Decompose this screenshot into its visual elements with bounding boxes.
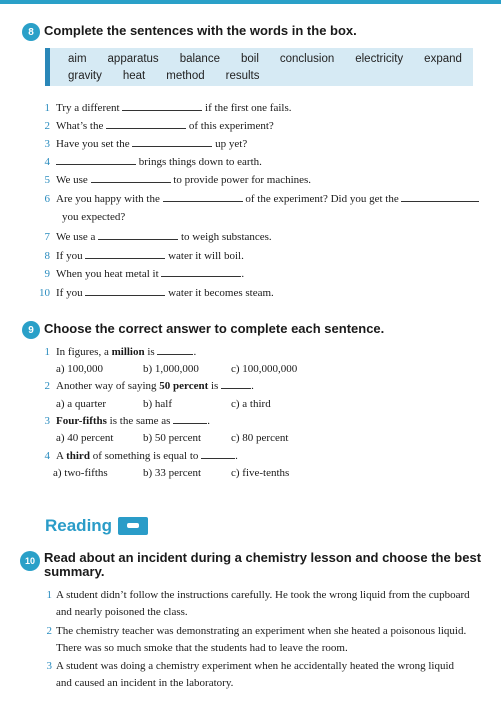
sentence-text: brings things down to earth. [138,156,262,168]
option-a[interactable]: a) 40 percent [56,432,114,444]
sentence-item [38,118,274,133]
question-item [38,378,254,393]
option-c[interactable]: c) 80 percent [231,432,289,444]
word: gravity [68,70,102,82]
sentence-item [38,285,274,300]
word-box-row [68,68,463,85]
sentence-text: Have you set the [56,138,130,150]
sentence-item [38,229,272,244]
sentence-text: of this experiment? [188,120,274,132]
item-number: 3 [44,138,50,150]
item-number: 3 [44,415,50,427]
exercise-title: Choose the correct answer to complete each sentence. [44,321,385,336]
item-number: 1 [44,102,50,114]
item-number: 2 [46,625,52,637]
summary-text: and caused an incident in the laboratory. [56,677,234,689]
sentence-item [38,154,262,169]
sentence-text: of the experiment? Did you get the [245,193,399,205]
question-text: In figures, a [56,346,112,358]
option-c[interactable]: c) five-tenths [231,467,290,479]
answer-blank[interactable] [85,248,165,259]
sentence-item [38,172,311,187]
question-text: . [193,346,197,358]
item-number: 7 [44,231,50,243]
exercise-10-header [20,551,481,579]
sentence-text: water it becomes steam. [168,287,274,299]
reading-section-heading [45,516,148,536]
question-text: of something is equal to [89,450,199,462]
option-b[interactable]: b) half [143,398,173,410]
exercise-title-line: Read about an incident during a chemistry lesson and choose the best [44,550,482,565]
exercise-title [44,551,481,579]
sentence-text: . [241,268,245,280]
word: conclusion [279,53,335,65]
answer-blank[interactable] [85,285,165,296]
answer-blank[interactable] [122,100,202,111]
sentence-continuation: you expected? [62,211,126,223]
item-number: 1 [46,589,52,601]
answer-blank[interactable] [401,191,479,202]
item-number: 2 [44,380,50,392]
option-c[interactable]: c) 100,000,000 [231,363,298,375]
answer-blank[interactable] [157,344,193,355]
item-number: 4 [44,156,50,168]
exercise-number-badge: 8 [22,23,40,41]
exercise-number-badge: 9 [22,321,40,339]
sentence-text: up yet? [215,138,248,150]
sentence-text: We use a [56,231,96,243]
exercise-title: Complete the sentences with the words in the box. [44,23,357,38]
word: heat [122,70,146,82]
word-box-row [68,51,463,68]
top-accent-bar [0,0,501,4]
question-text: . [235,450,238,462]
word: electricity [355,53,404,65]
item-number: 3 [46,660,52,672]
word: aim [68,53,87,65]
exercise-9-header [22,321,384,339]
summary-option[interactable] [42,623,482,657]
question-keyword: Four-fifths [56,415,107,427]
sentence-item [38,248,244,263]
sentence-text: to weigh substances. [180,231,272,243]
question-text: Another way of saying [56,380,160,392]
question-text: is [144,346,155,358]
summary-text: and nearly poisoned the class. [56,606,188,618]
exercise-8-header [22,23,357,41]
sentence-item [38,266,244,281]
answer-blank[interactable] [161,266,241,277]
sentence-text: water it will boil. [168,250,244,262]
answer-blank[interactable] [56,154,136,165]
item-number: 10 [39,287,50,299]
answer-blank[interactable] [173,413,207,424]
exercise-title-line: summary. [44,564,105,579]
sentence-text: Try a different [56,102,120,114]
word: method [166,70,205,82]
question-keyword: third [66,450,90,462]
question-keyword: million [111,346,145,358]
reading-heading-text: Reading [45,516,113,535]
answer-blank[interactable] [132,136,212,147]
summary-option[interactable] [42,658,482,692]
word: balance [179,53,220,65]
word-box [45,48,473,86]
word: results [225,70,260,82]
sentence-text: We use [56,174,88,186]
sentence-text: to provide power for machines. [173,174,312,186]
cd-icon [118,517,148,535]
answer-blank[interactable] [98,229,178,240]
summary-text: The chemistry teacher was demonstrating an experiment when she heated a poisonous liquid. [56,625,467,637]
sentence-text: Are you happy with the [56,193,160,205]
question-keyword: 50 percent [159,380,209,392]
question-item [38,448,238,463]
option-b[interactable]: b) 1,000,000 [143,363,199,375]
summary-option[interactable] [42,587,482,621]
question-item [38,344,196,359]
sentence-text: When you heat metal it [56,268,159,280]
item-number: 4 [44,450,50,462]
summary-text: There was so much smoke that the students had to leave the room. [56,642,348,654]
option-a[interactable]: a) a quarter [56,398,107,410]
item-number: 5 [44,174,50,186]
question-text: A [56,450,67,462]
question-text: is the same as [106,415,171,427]
sentence-text: If you [56,287,83,299]
sentence-text: if the first one fails. [205,102,292,114]
sentence-item [38,136,247,151]
option-b[interactable]: b) 33 percent [143,467,202,479]
question-item [38,413,210,428]
word: boil [240,53,259,65]
option-a[interactable]: a) 100,000 [56,363,104,375]
sentence-item [38,191,479,206]
option-a[interactable]: a) two-fifths [53,467,108,479]
answer-blank[interactable] [163,191,243,202]
item-number: 2 [44,120,50,132]
item-number: 9 [44,268,50,280]
option-c[interactable]: c) a third [231,398,271,410]
exercise-number-badge: 10 [20,551,40,571]
question-text: is [208,380,219,392]
answer-blank[interactable] [201,448,235,459]
question-text: . [251,380,254,392]
sentence-item [38,100,292,115]
item-number: 8 [44,250,50,262]
answer-blank[interactable] [91,172,171,183]
question-text: . [207,415,210,427]
answer-blank[interactable] [221,378,251,389]
word: expand [424,53,462,65]
item-number: 1 [44,346,50,358]
sentence-text: If you [56,250,83,262]
option-b[interactable]: b) 50 percent [143,432,202,444]
word: apparatus [107,53,159,65]
answer-blank[interactable] [106,118,186,129]
summary-text: A student was doing a chemistry experiment when he accidentally heated the wrong liquid [56,660,455,672]
item-number: 6 [44,193,50,205]
sentence-text: What’s the [56,120,104,132]
summary-text: A student didn’t follow the instructions carefully. He took the wrong liquid from the cupboard [56,589,470,601]
